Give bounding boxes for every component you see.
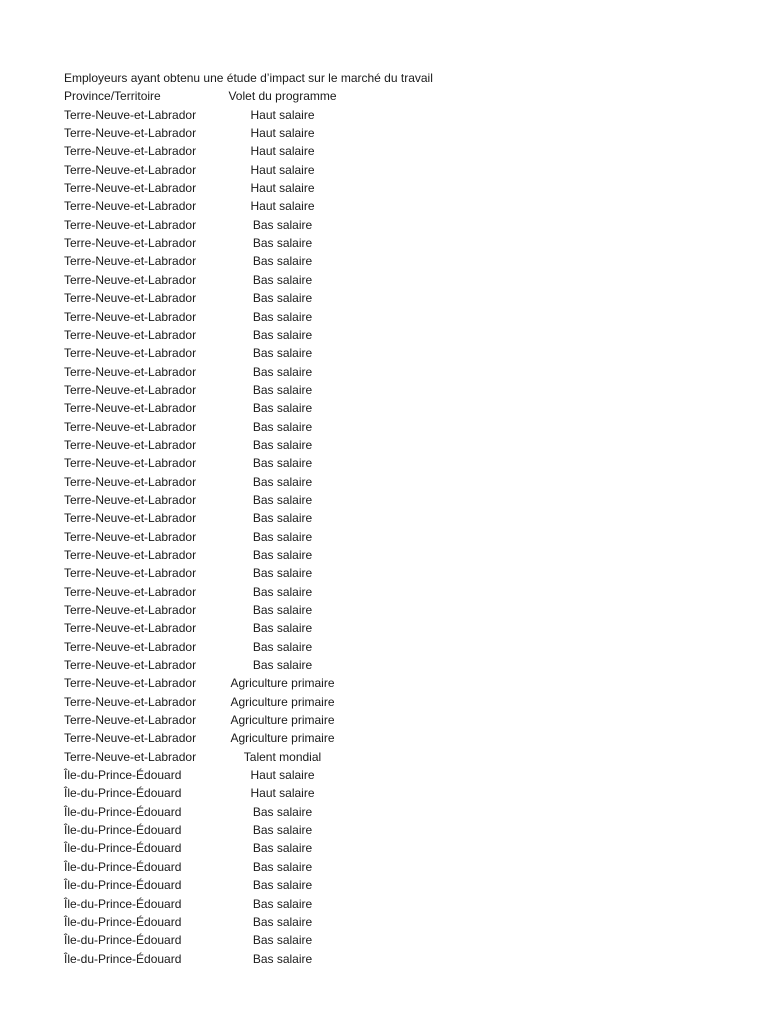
- table-row: [64, 473, 704, 491]
- cell-province: Terre-Neuve-et-Labrador: [64, 382, 197, 397]
- cell-province: Île-du-Prince-Édouard: [64, 804, 182, 819]
- cell-stream: Bas salaire: [252, 382, 313, 397]
- table-row: [64, 564, 704, 582]
- cell-province: Île-du-Prince-Édouard: [64, 859, 182, 874]
- cell-stream: Bas salaire: [252, 804, 313, 819]
- cell-province: Terre-Neuve-et-Labrador: [64, 309, 197, 324]
- cell-stream: Haut salaire: [250, 768, 315, 783]
- table-row: [64, 638, 704, 656]
- table-row: [64, 876, 704, 894]
- cell-stream: Bas salaire: [252, 951, 313, 966]
- cell-stream: Haut salaire: [250, 126, 315, 141]
- cell-stream: Bas salaire: [252, 823, 313, 838]
- table-row: [64, 858, 704, 876]
- header-province: Province/Territoire: [64, 89, 161, 104]
- table-row: [64, 197, 704, 215]
- table-row: [64, 381, 704, 399]
- table-row: [64, 142, 704, 160]
- cell-stream: Bas salaire: [252, 272, 313, 287]
- cell-stream: Haut salaire: [250, 162, 315, 177]
- cell-province: Île-du-Prince-Édouard: [64, 786, 182, 801]
- table-row: [64, 252, 704, 270]
- cell-province: Terre-Neuve-et-Labrador: [64, 437, 197, 452]
- cell-stream: Bas salaire: [252, 419, 313, 434]
- table-row: [64, 454, 704, 472]
- table-row: [64, 528, 704, 546]
- sheet-title: Employeurs ayant obtenu une étude d’impact sur le marché du travail: [64, 71, 433, 85]
- table-row: [64, 583, 704, 601]
- cell-province: Terre-Neuve-et-Labrador: [64, 236, 197, 251]
- cell-province: Terre-Neuve-et-Labrador: [64, 107, 197, 122]
- table-row: [64, 950, 704, 968]
- table-row: [64, 179, 704, 197]
- cell-province: Terre-Neuve-et-Labrador: [64, 144, 197, 159]
- cell-stream: Haut salaire: [250, 107, 315, 122]
- cell-province: Île-du-Prince-Édouard: [64, 878, 182, 893]
- cell-province: Terre-Neuve-et-Labrador: [64, 603, 197, 618]
- table-row: [64, 216, 704, 234]
- cell-province: Terre-Neuve-et-Labrador: [64, 639, 197, 654]
- table-row: [64, 839, 704, 857]
- table-row: [64, 766, 704, 784]
- cell-stream: Bas salaire: [252, 566, 313, 581]
- cell-stream: Bas salaire: [252, 547, 313, 562]
- cell-stream: Bas salaire: [252, 584, 313, 599]
- cell-stream: Bas salaire: [252, 401, 313, 416]
- table-row: [64, 729, 704, 747]
- cell-province: Île-du-Prince-Édouard: [64, 933, 182, 948]
- cell-stream: Bas salaire: [252, 236, 313, 251]
- cell-province: Île-du-Prince-Édouard: [64, 768, 182, 783]
- cell-stream: Bas salaire: [252, 492, 313, 507]
- cell-province: Île-du-Prince-Édouard: [64, 823, 182, 838]
- cell-stream: Haut salaire: [250, 181, 315, 196]
- cell-province: Terre-Neuve-et-Labrador: [64, 419, 197, 434]
- cell-stream: Bas salaire: [252, 621, 313, 636]
- table-row: [64, 344, 704, 362]
- cell-province: Terre-Neuve-et-Labrador: [64, 584, 197, 599]
- cell-stream: Talent mondial: [243, 749, 322, 764]
- cell-province: Île-du-Prince-Édouard: [64, 841, 182, 856]
- cell-stream: Bas salaire: [252, 878, 313, 893]
- cell-province: Terre-Neuve-et-Labrador: [64, 731, 197, 746]
- table-row: [64, 895, 704, 913]
- table-row: [64, 931, 704, 949]
- table-row: [64, 418, 704, 436]
- table-row: [64, 821, 704, 839]
- cell-province: Terre-Neuve-et-Labrador: [64, 621, 197, 636]
- table-row: [64, 491, 704, 509]
- table-row: [64, 234, 704, 252]
- cell-stream: Bas salaire: [252, 346, 313, 361]
- cell-stream: Bas salaire: [252, 658, 313, 673]
- cell-stream: Bas salaire: [252, 456, 313, 471]
- cell-province: Terre-Neuve-et-Labrador: [64, 529, 197, 544]
- cell-province: Terre-Neuve-et-Labrador: [64, 272, 197, 287]
- cell-stream: Bas salaire: [252, 859, 313, 874]
- cell-province: Île-du-Prince-Édouard: [64, 951, 182, 966]
- cell-stream: Haut salaire: [250, 199, 315, 214]
- cell-stream: Haut salaire: [250, 144, 315, 159]
- cell-province: Terre-Neuve-et-Labrador: [64, 346, 197, 361]
- cell-province: Terre-Neuve-et-Labrador: [64, 511, 197, 526]
- cell-province: Terre-Neuve-et-Labrador: [64, 199, 197, 214]
- cell-stream: Agriculture primaire: [230, 694, 335, 709]
- table-row: [64, 106, 704, 124]
- cell-stream: Bas salaire: [252, 437, 313, 452]
- cell-province: Terre-Neuve-et-Labrador: [64, 364, 197, 379]
- table-row: [64, 693, 704, 711]
- table-row: [64, 509, 704, 527]
- cell-stream: Bas salaire: [252, 603, 313, 618]
- table-row: [64, 913, 704, 931]
- cell-stream: Bas salaire: [252, 364, 313, 379]
- table-row: [64, 271, 704, 289]
- cell-stream: Bas salaire: [252, 217, 313, 232]
- cell-province: Terre-Neuve-et-Labrador: [64, 217, 197, 232]
- cell-province: Île-du-Prince-Édouard: [64, 914, 182, 929]
- header-row: [64, 87, 704, 105]
- cell-province: Terre-Neuve-et-Labrador: [64, 254, 197, 269]
- cell-province: Terre-Neuve-et-Labrador: [64, 676, 197, 691]
- table-row: [64, 363, 704, 381]
- cell-province: Terre-Neuve-et-Labrador: [64, 492, 197, 507]
- cell-stream: Bas salaire: [252, 841, 313, 856]
- cell-province: Terre-Neuve-et-Labrador: [64, 474, 197, 489]
- cell-stream: Bas salaire: [252, 914, 313, 929]
- table-row: [64, 546, 704, 564]
- cell-province: Terre-Neuve-et-Labrador: [64, 749, 197, 764]
- table-row: [64, 674, 704, 692]
- table-row: [64, 803, 704, 821]
- cell-stream: Bas salaire: [252, 474, 313, 489]
- cell-province: Terre-Neuve-et-Labrador: [64, 456, 197, 471]
- cell-stream: Bas salaire: [252, 639, 313, 654]
- spreadsheet-sheet: [64, 69, 704, 968]
- table-row: [64, 399, 704, 417]
- cell-province: Terre-Neuve-et-Labrador: [64, 658, 197, 673]
- table-row: [64, 124, 704, 142]
- cell-stream: Bas salaire: [252, 933, 313, 948]
- cell-stream: Bas salaire: [252, 291, 313, 306]
- cell-stream: Bas salaire: [252, 529, 313, 544]
- cell-province: Terre-Neuve-et-Labrador: [64, 566, 197, 581]
- table-row: [64, 784, 704, 802]
- table-row: [64, 619, 704, 637]
- data-rows: [64, 106, 704, 968]
- cell-province: Terre-Neuve-et-Labrador: [64, 694, 197, 709]
- table-row: [64, 656, 704, 674]
- cell-stream: Agriculture primaire: [230, 731, 335, 746]
- table-row: [64, 161, 704, 179]
- cell-stream: Agriculture primaire: [230, 713, 335, 728]
- cell-stream: Bas salaire: [252, 327, 313, 342]
- table-row: [64, 326, 704, 344]
- cell-province: Terre-Neuve-et-Labrador: [64, 162, 197, 177]
- table-row: [64, 289, 704, 307]
- cell-province: Terre-Neuve-et-Labrador: [64, 713, 197, 728]
- cell-stream: Bas salaire: [252, 511, 313, 526]
- cell-stream: Bas salaire: [252, 896, 313, 911]
- cell-stream: Haut salaire: [250, 786, 315, 801]
- cell-province: Terre-Neuve-et-Labrador: [64, 401, 197, 416]
- cell-province: Terre-Neuve-et-Labrador: [64, 327, 197, 342]
- cell-stream: Bas salaire: [252, 254, 313, 269]
- cell-province: Terre-Neuve-et-Labrador: [64, 126, 197, 141]
- cell-stream: Agriculture primaire: [230, 676, 335, 691]
- cell-province: Terre-Neuve-et-Labrador: [64, 547, 197, 562]
- cell-province: Terre-Neuve-et-Labrador: [64, 181, 197, 196]
- table-row: [64, 711, 704, 729]
- cell-province: Île-du-Prince-Édouard: [64, 896, 182, 911]
- cell-stream: Bas salaire: [252, 309, 313, 324]
- table-row: [64, 748, 704, 766]
- table-row: [64, 601, 704, 619]
- table-row: [64, 308, 704, 326]
- cell-province: Terre-Neuve-et-Labrador: [64, 291, 197, 306]
- table-row: [64, 436, 704, 454]
- header-stream: Volet du programme: [228, 89, 337, 104]
